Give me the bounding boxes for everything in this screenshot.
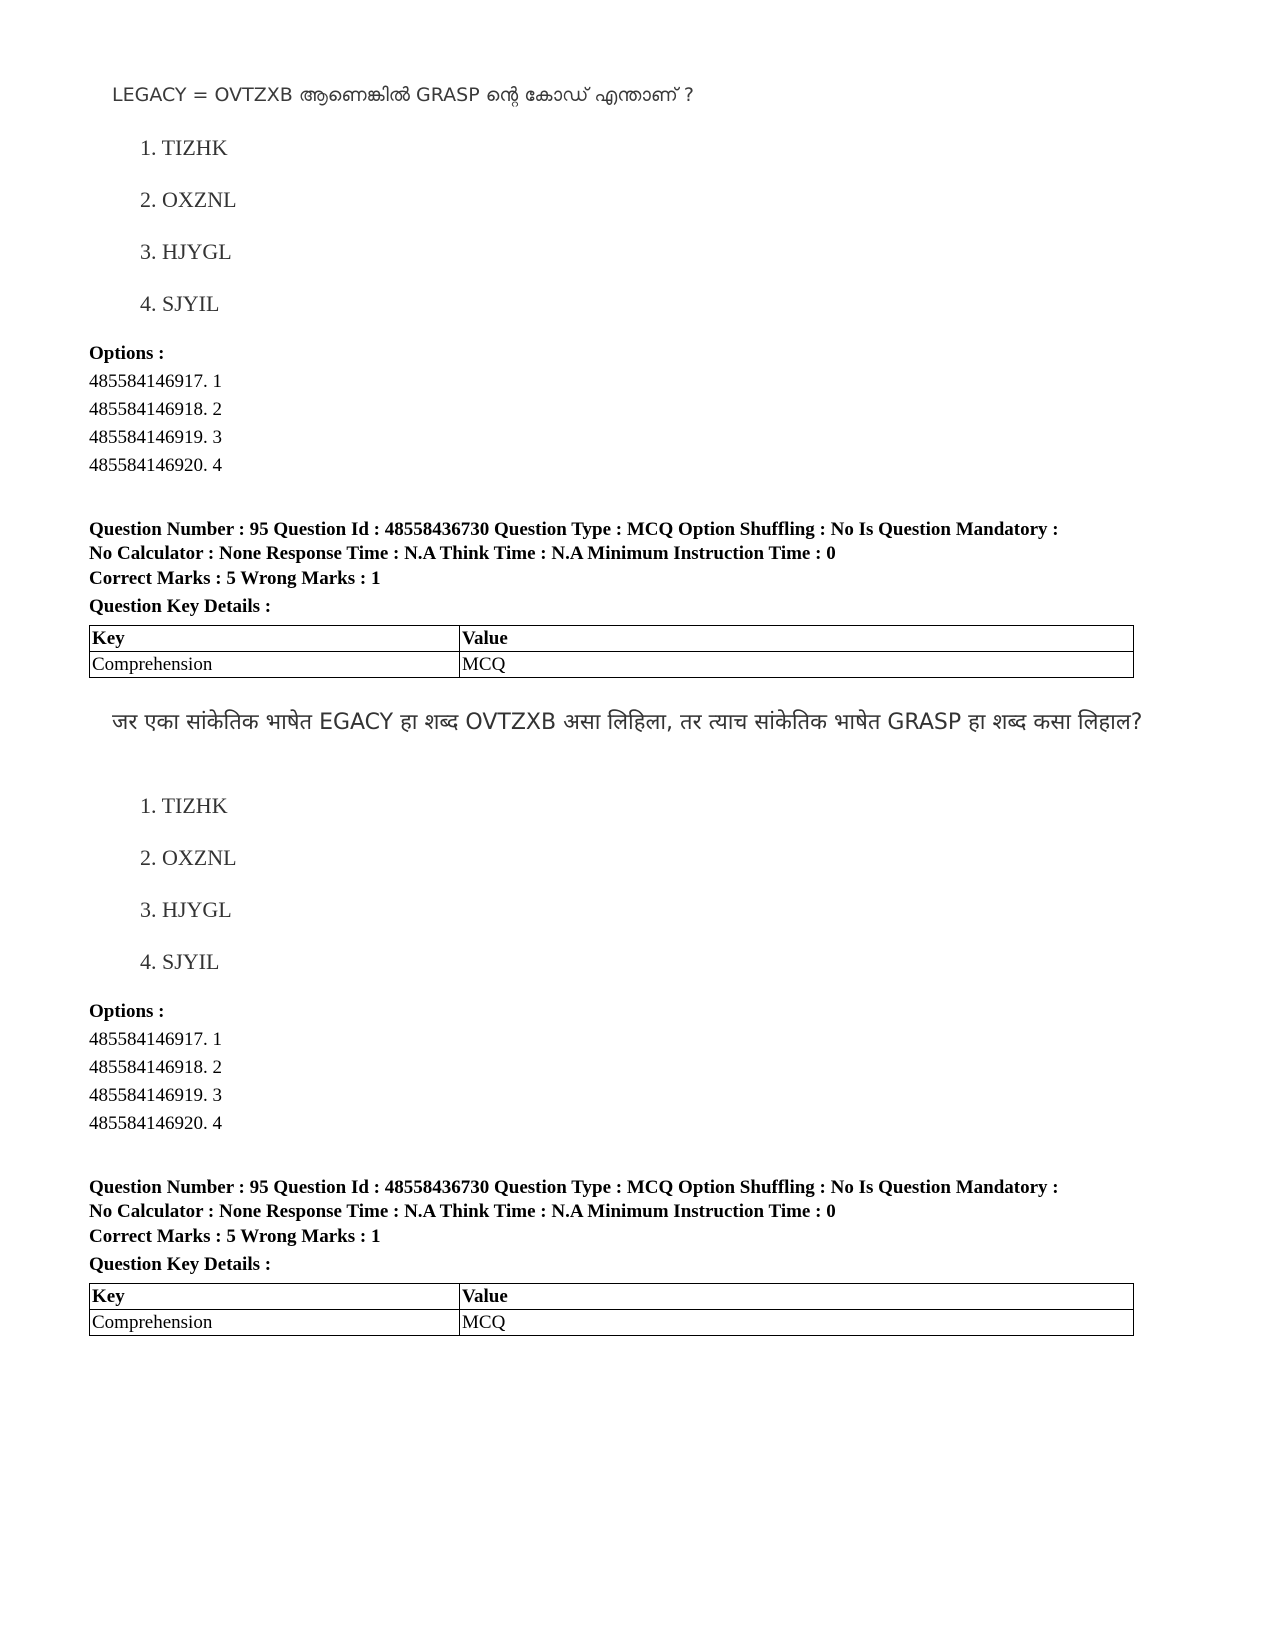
table-header-key: Key xyxy=(90,1284,460,1310)
table-header-key: Key xyxy=(90,626,460,652)
table-header-value: Value xyxy=(460,1284,1134,1310)
option-item: 485584146920. 4 xyxy=(89,1113,222,1134)
table-cell-key: Comprehension xyxy=(90,1310,460,1336)
meta-line-1: Question Number : 95 Question Id : 48558436730 Question Type : MCQ Option Shuffling : No Is Question Mandatory : xyxy=(89,519,1059,540)
option-item: 485584146919. 3 xyxy=(89,427,222,448)
option-item: 485584146917. 1 xyxy=(89,371,222,392)
question-meta-2 xyxy=(89,1176,1149,1224)
table-cell-value: MCQ xyxy=(460,652,1134,678)
options-list-2 xyxy=(89,998,222,1138)
question-meta-1 xyxy=(89,518,1149,566)
choice-2: 2. OXZNL xyxy=(140,845,237,870)
question-2-text: जर एका सांकेतिक भाषेत EGACY हा शब्द OVTZXB असा लिहिला, तर त्याच सांकेतिक भाषेत GRASP हा शब्द कसा लिहाल? xyxy=(112,710,1143,735)
options-heading: Options : xyxy=(89,1001,165,1022)
table-row xyxy=(90,652,1134,678)
table-cell-key: Comprehension xyxy=(90,652,460,678)
choice-2: 2. OXZNL xyxy=(140,187,237,212)
marks-line: Correct Marks : 5 Wrong Marks : 1 xyxy=(89,568,381,589)
key-details-heading: Question Key Details : xyxy=(89,1254,272,1275)
table-header-value: Value xyxy=(460,626,1134,652)
marks-line: Correct Marks : 5 Wrong Marks : 1 xyxy=(89,1226,381,1247)
meta-line-2: No Calculator : None Response Time : N.A Think Time : N.A Minimum Instruction Time : 0 xyxy=(89,1201,836,1222)
table-row xyxy=(90,1310,1134,1336)
key-details-table xyxy=(89,1283,1134,1336)
key-details-heading: Question Key Details : xyxy=(89,596,272,617)
table-cell-value: MCQ xyxy=(460,1310,1134,1336)
table-header-row xyxy=(90,1284,1134,1310)
choice-3: 3. HJYGL xyxy=(140,897,232,922)
choice-1: 1. TIZHK xyxy=(140,135,228,160)
choice-3: 3. HJYGL xyxy=(140,239,232,264)
option-item: 485584146918. 2 xyxy=(89,399,222,420)
option-item: 485584146917. 1 xyxy=(89,1029,222,1050)
table-header-row xyxy=(90,626,1134,652)
options-heading: Options : xyxy=(89,343,165,364)
option-item: 485584146918. 2 xyxy=(89,1057,222,1078)
choice-1: 1. TIZHK xyxy=(140,793,228,818)
options-list-1 xyxy=(89,340,222,480)
meta-line-1: Question Number : 95 Question Id : 48558436730 Question Type : MCQ Option Shuffling : No Is Question Mandatory : xyxy=(89,1177,1059,1198)
option-item: 485584146920. 4 xyxy=(89,455,222,476)
option-item: 485584146919. 3 xyxy=(89,1085,222,1106)
choice-4: 4. SJYIL xyxy=(140,291,220,316)
key-details-table xyxy=(89,625,1134,678)
choice-4: 4. SJYIL xyxy=(140,949,220,974)
meta-line-2: No Calculator : None Response Time : N.A Think Time : N.A Minimum Instruction Time : 0 xyxy=(89,543,836,564)
question-1-text: LEGACY = OVTZXB ആണെങ്കിൽ GRASP ന്റെ കോഡ് എന്താണ് ? xyxy=(112,84,694,106)
